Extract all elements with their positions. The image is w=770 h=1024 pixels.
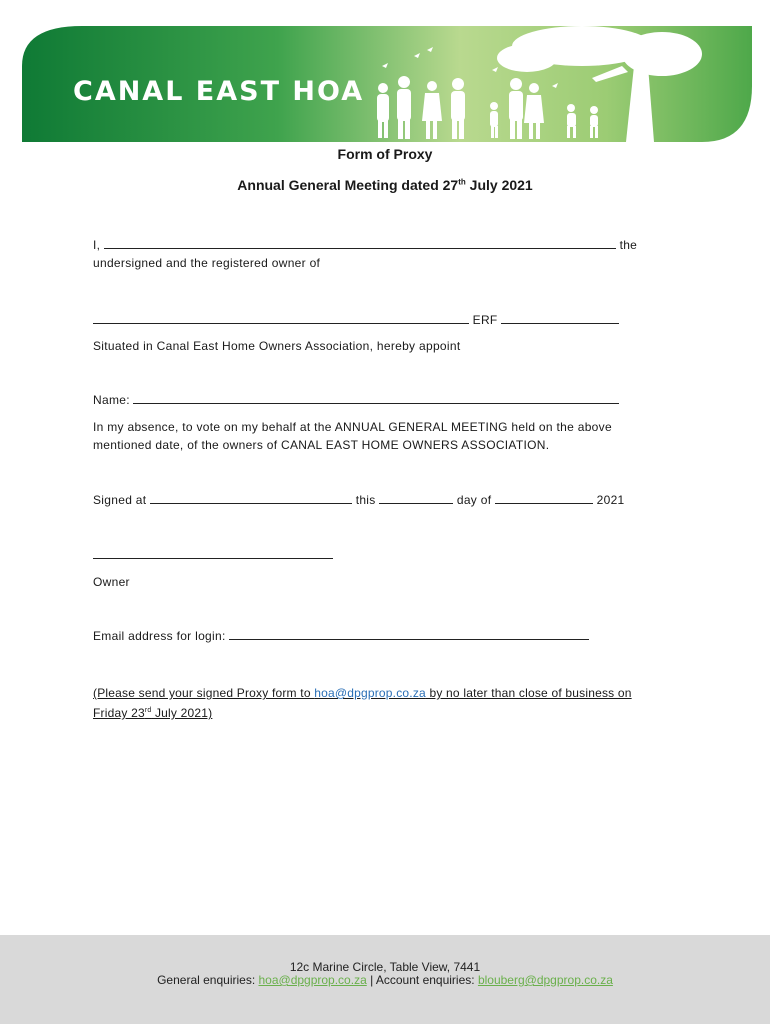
absence-text-2: mentioned date, of the owners of CANAL EAST HOME OWNERS ASSOCIATION. <box>93 438 550 452</box>
signed-line: Signed at this day of 2021 <box>93 493 625 507</box>
situated-text: Situated in Canal East Home Owners Association, hereby appoint <box>93 339 461 353</box>
form-title: Form of Proxy <box>337 146 433 162</box>
proxy-name-field[interactable] <box>133 392 619 404</box>
banner-title: CANAL EAST HOA <box>73 76 365 107</box>
proxy-name-line: Name: <box>93 391 619 409</box>
general-email-link[interactable]: hoa@dpgprop.co.za <box>258 973 367 987</box>
owner-name-field[interactable] <box>104 237 616 249</box>
email-line: Email address for login: <box>93 627 589 645</box>
absence-text-1: In my absence, to vote on my behalf at the ANNUAL GENERAL MEETING held on the above <box>93 420 612 434</box>
footer-enquiries: General enquiries: hoa@dpgprop.co.za | Account enquiries: blouberg@dpgprop.co.za <box>157 973 613 987</box>
signature-line <box>93 546 333 564</box>
property-line: ERF <box>93 311 619 329</box>
signed-at-field[interactable] <box>150 492 352 504</box>
undersigned-text: undersigned and the registered owner of <box>93 256 321 270</box>
erf-field[interactable] <box>501 312 619 324</box>
footer-address: 12c Marine Circle, Table View, 7441 <box>289 960 481 974</box>
owner-name-line: I, the <box>93 238 638 252</box>
owner-label: Owner <box>93 575 130 589</box>
footer <box>0 935 770 1024</box>
submission-note: (Please send your signed Proxy form to hoa@dpgprop.co.za by no later than close of business on Friday 23rd July 2021) <box>93 686 632 720</box>
account-email-link[interactable]: blouberg@dpgprop.co.za <box>477 973 613 987</box>
day-field[interactable] <box>379 492 453 504</box>
signature-field[interactable] <box>93 547 333 559</box>
property-field[interactable] <box>93 312 469 324</box>
note-email-link[interactable]: hoa@dpgprop.co.za <box>314 686 426 700</box>
month-field[interactable] <box>495 492 593 504</box>
form-subtitle: Annual General Meeting dated 27th July 2021 <box>237 177 533 193</box>
email-field[interactable] <box>229 628 589 640</box>
